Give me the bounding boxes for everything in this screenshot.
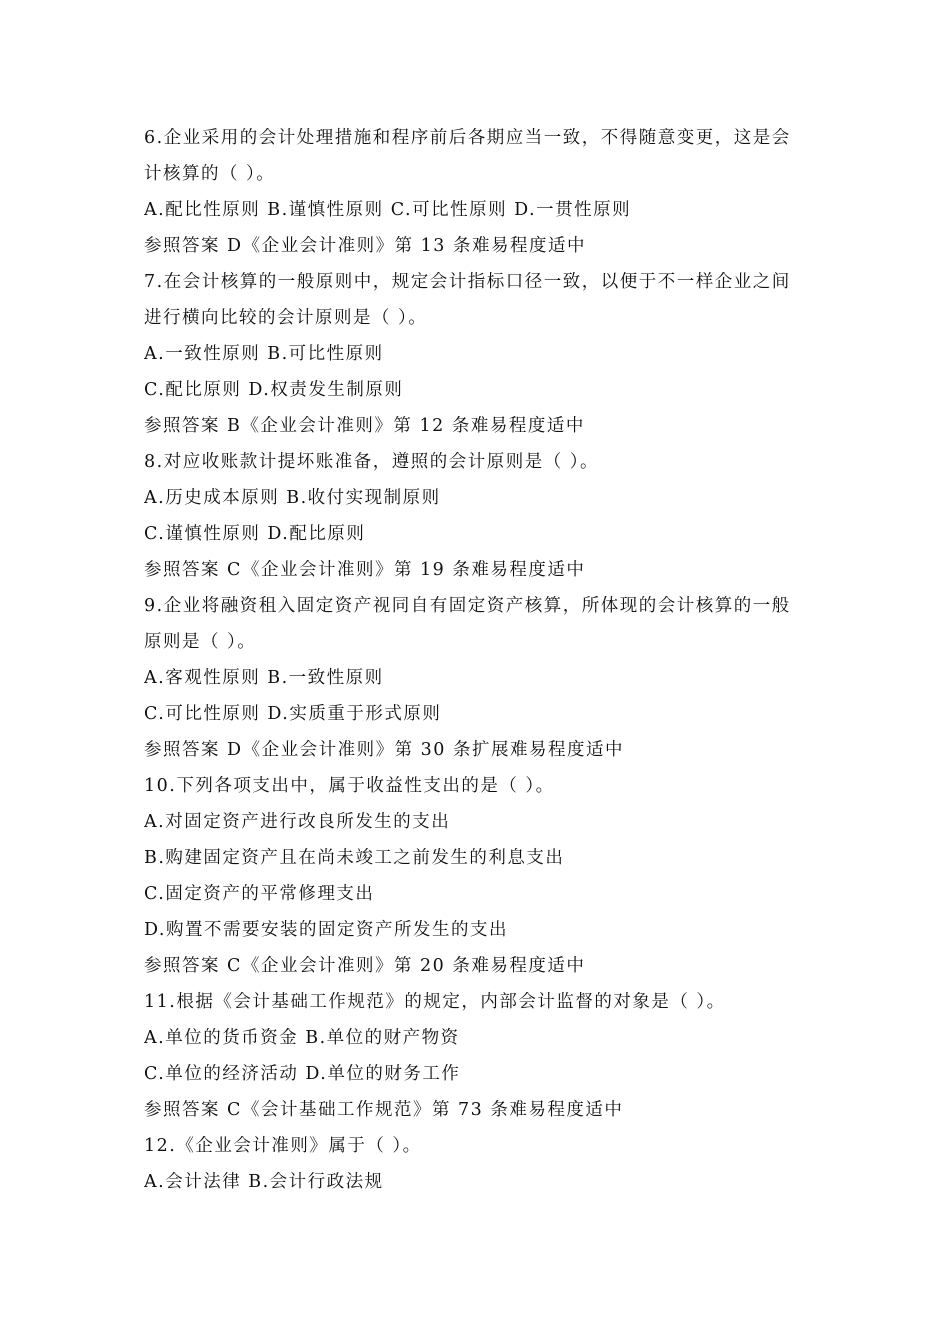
text-line: B.购建固定资产且在尚未竣工之前发生的利息支出 — [144, 848, 565, 868]
text-line: 7.在会计核算的一般原则中，规定会计指标口径一致，以便于不一样企业之间 — [144, 272, 791, 292]
answer-line: 参照答案 D《企业会计准则》第 30 条扩展难易程度适中 — [144, 740, 624, 760]
text-line: A.客观性原则 B.一致性原则 — [144, 668, 384, 688]
answer-line: 参照答案 B《企业会计准则》第 12 条难易程度适中 — [144, 416, 585, 436]
text-line: 6.企业采用的会计处理措施和程序前后各期应当一致，不得随意变更，这是会 — [144, 128, 791, 148]
answer-line: 参照答案 C《企业会计准则》第 19 条难易程度适中 — [144, 560, 586, 580]
text-line: 11.根据《会计基础工作规范》的规定，内部会计监督的对象是（ ）。 — [144, 992, 726, 1012]
text-line: 原则是（ ）。 — [144, 632, 257, 652]
text-line: C.单位的经济活动 D.单位的财务工作 — [144, 1064, 461, 1084]
text-line: 8.对应收账款计提坏账准备，遵照的会计原则是（ ）。 — [144, 452, 600, 472]
text-line: A.配比性原则 B.谨慎性原则 C.可比性原则 D.一贯性原则 — [144, 200, 632, 220]
text-line: A.历史成本原则 B.收付实现制原则 — [144, 488, 441, 508]
text-line: 计核算的（ ）。 — [144, 164, 276, 184]
document-page — [144, 120, 814, 1200]
text-line: A.会计法律 B.会计行政法规 — [144, 1172, 384, 1192]
answer-line: 参照答案 C《会计基础工作规范》第 73 条难易程度适中 — [144, 1100, 624, 1120]
text-line: A.对固定资产进行改良所发生的支出 — [144, 812, 451, 832]
text-line: C.固定资产的平常修理支出 — [144, 884, 375, 904]
text-line: A.一致性原则 B.可比性原则 — [144, 344, 384, 364]
text-line: 进行横向比较的会计原则是（ ）。 — [144, 308, 428, 328]
text-line: D.购置不需要安装的固定资产所发生的支出 — [144, 920, 508, 940]
text-line: 9.企业将融资租入固定资产视同自有固定资产核算，所体现的会计核算的一般 — [144, 596, 791, 616]
text-line: C.可比性原则 D.实质重于形式原则 — [144, 704, 442, 724]
text-line: 10.下列各项支出中，属于收益性支出的是（ ）。 — [144, 776, 555, 796]
answer-line: 参照答案 C《企业会计准则》第 20 条难易程度适中 — [144, 956, 586, 976]
text-line: 12.《企业会计准则》属于（ ）。 — [144, 1136, 422, 1156]
text-line: C.配比原则 D.权责发生制原则 — [144, 380, 404, 400]
text-line: A.单位的货币资金 B.单位的财产物资 — [144, 1028, 460, 1048]
text-line: C.谨慎性原则 D.配比原则 — [144, 524, 366, 544]
answer-line: 参照答案 D《企业会计准则》第 13 条难易程度适中 — [144, 236, 586, 256]
